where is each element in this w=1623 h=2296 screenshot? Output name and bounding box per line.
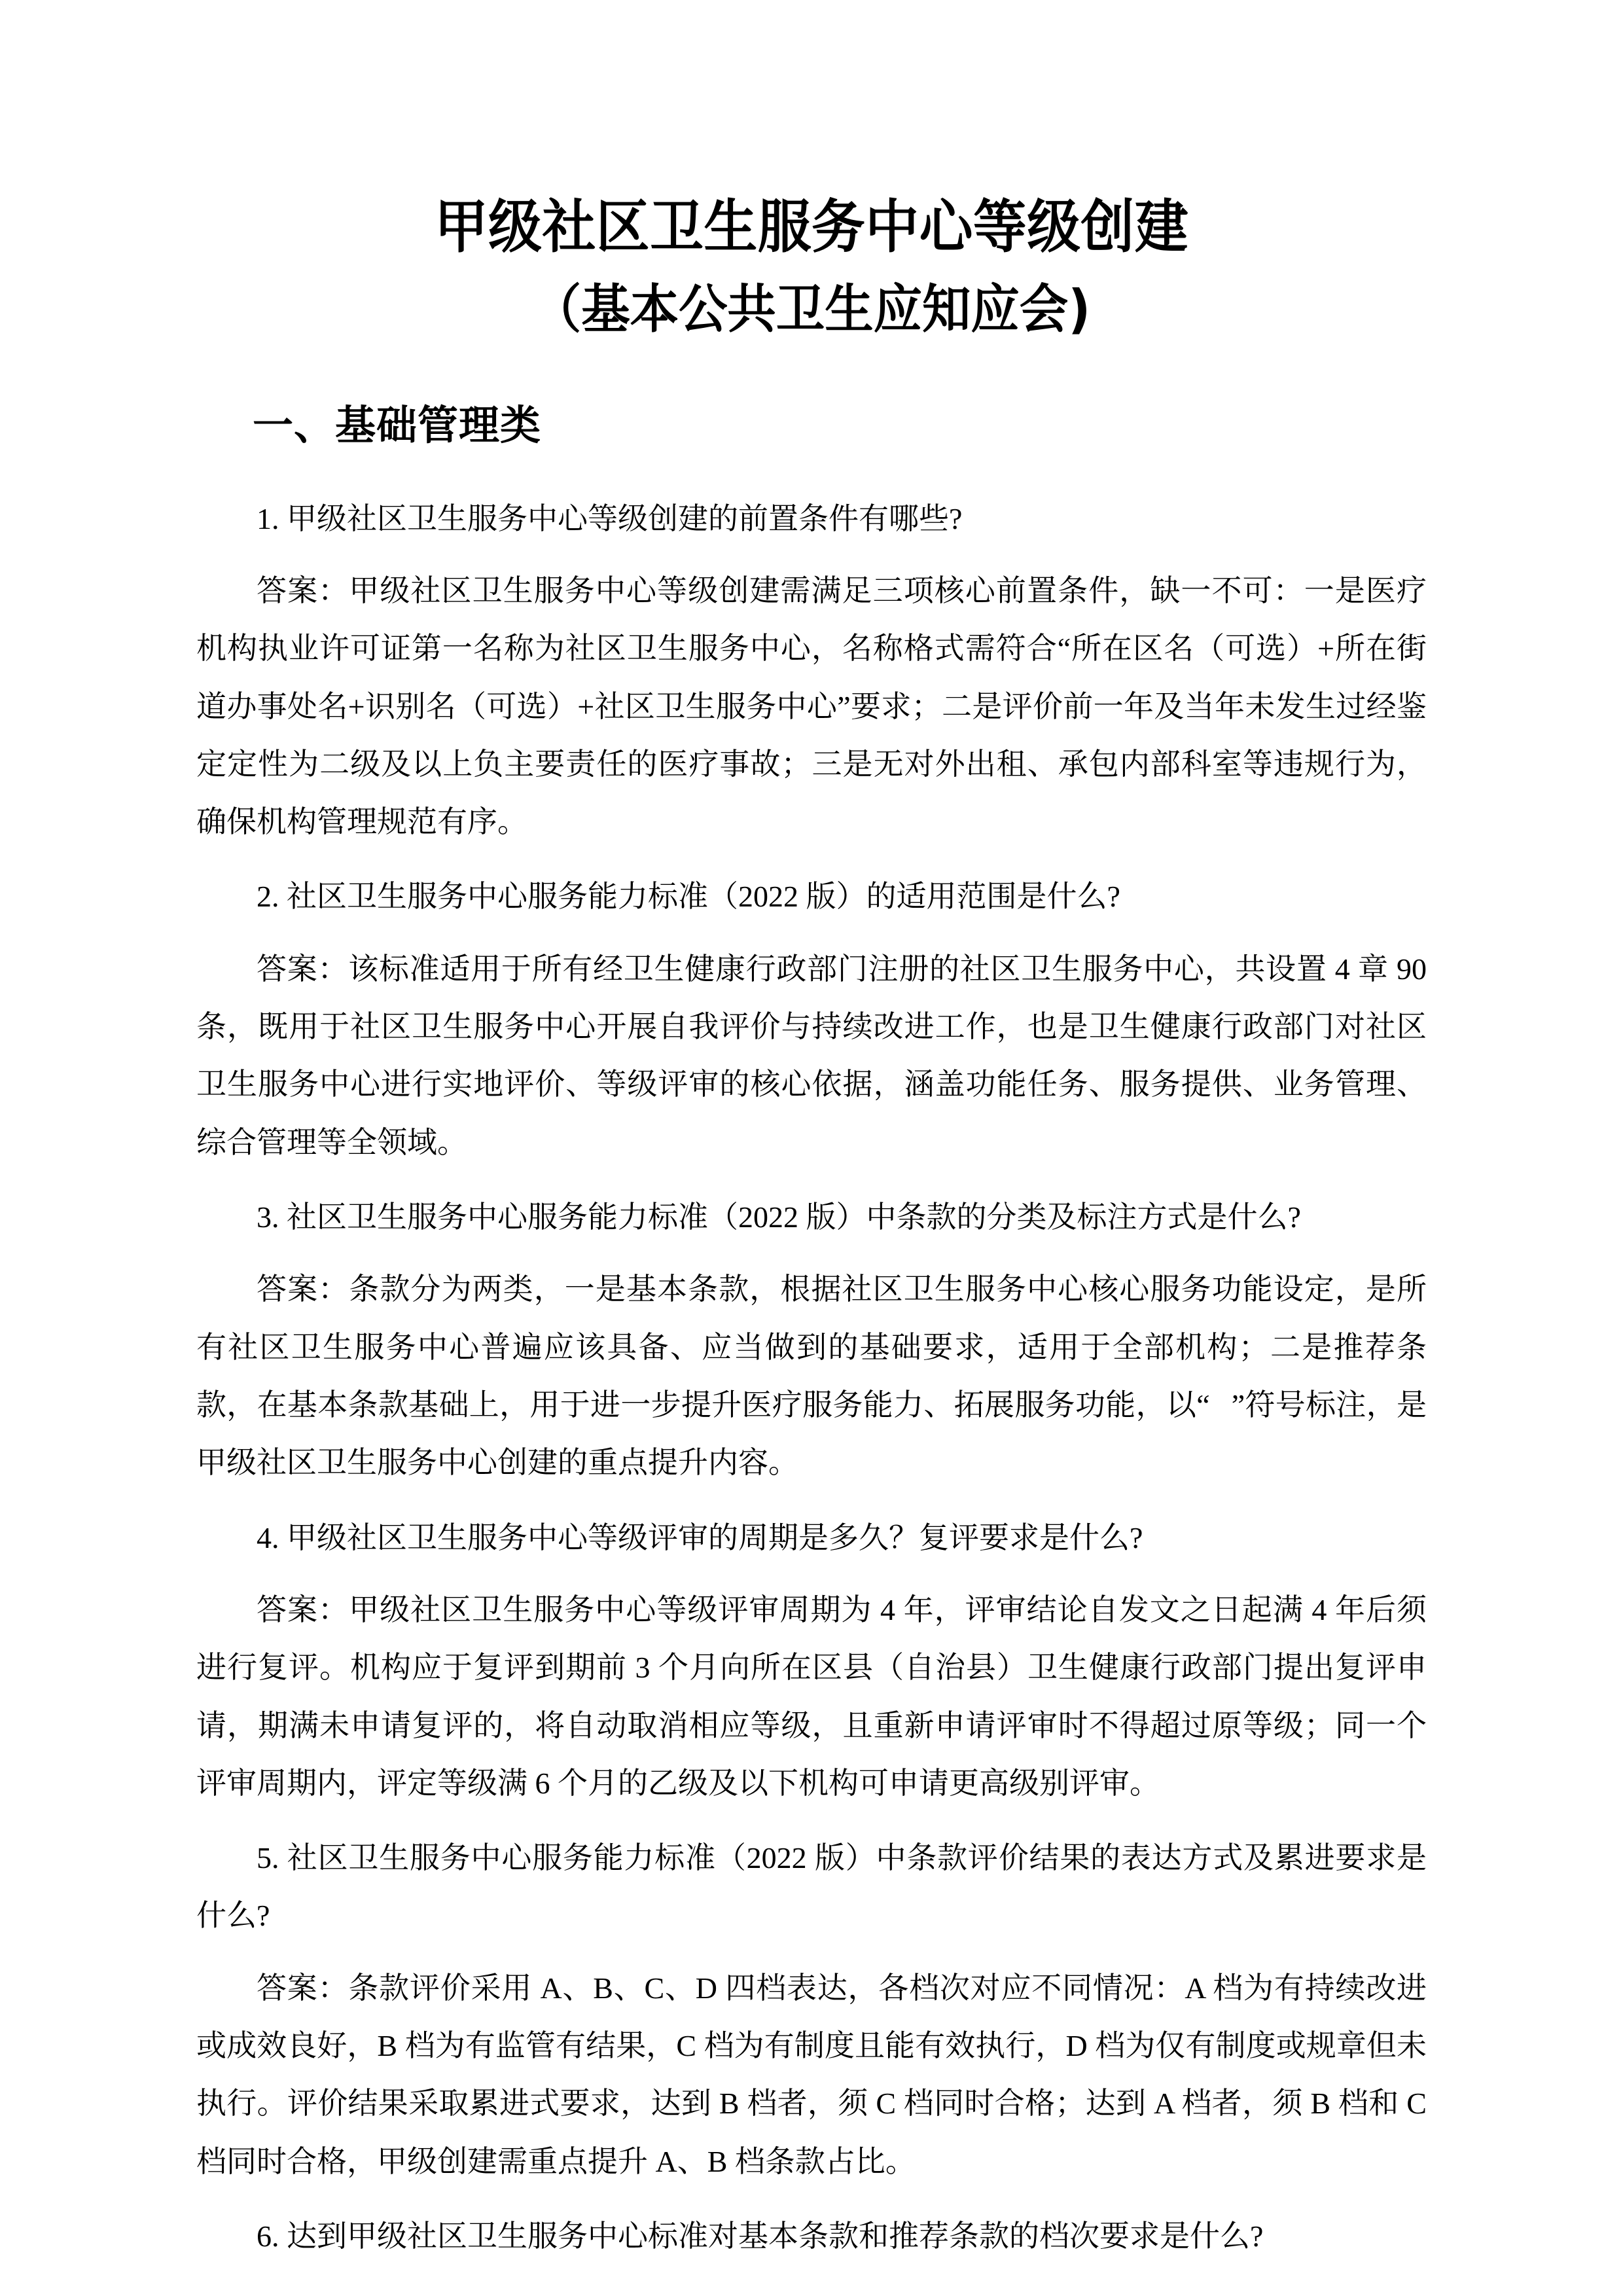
question-text-4: 4. 甲级社区卫生服务中心等级评审的周期是多久？复评要求是什么?	[257, 1520, 1143, 1554]
question-text-6: 6. 达到甲级社区卫生服务中心标准对基本条款和推荐条款的档次要求是什么?	[257, 2219, 1264, 2253]
answer-text-3-part2: ”符号标注，是甲级社区卫生服务中心创建的重点提升内容。	[196, 1388, 1427, 1480]
page-subtitle: （基本公共卫生应知应会)	[532, 279, 1091, 340]
qa-block-3	[196, 1189, 1427, 1492]
answer-text-1: 答案：甲级社区卫生服务中心等级创建需满足三项核心前置条件，缺一不可：一是医疗机构执业许可证第一名称为社区卫生服务中心，名称格式需符合“所在区名（可选）+所在街道办事处名+识别名（可选）+社区卫生服务中心”要求；二是评价前一年及当年未发生过经鉴定定性为二级及以上负主要责任的医疗事故；三是无对外出租、承包内部科室等违规行为，确保机构管理规范有序。	[196, 573, 1427, 839]
question-text-1: 1. 甲级社区卫生服务中心等级创建的前置条件有哪些?	[257, 501, 963, 535]
qa-block-5	[196, 1829, 1427, 2191]
qa-block-2	[196, 868, 1427, 1172]
question-text-2: 2. 社区卫生服务中心服务能力标准（2022 版）的适用范围是什么?	[257, 880, 1120, 914]
section-heading-basic-management: 一、基础管理类	[253, 401, 542, 449]
qa-block-6	[196, 2208, 1427, 2265]
answer-text-2: 答案：该标准适用于所有经卫生健康行政部门注册的社区卫生服务中心，共设置 4 章 90 条，既用于社区卫生服务中心开展自我评价与持续改进工作，也是卫生健康行政部门对社区卫生服务中心进行实地评价、等级评审的核心依据，涵盖功能任务、服务提供、业务管理、综合管理等全领域。	[196, 952, 1427, 1159]
qa-block-1	[196, 490, 1427, 852]
answer-text-3	[196, 1261, 1427, 1492]
question-text-5: 5. 社区卫生服务中心服务能力标准（2022 版）中条款评价结果的表达方式及累进要求是什么?	[196, 1841, 1427, 1933]
answer-text-4: 答案：甲级社区卫生服务中心等级评审周期为 4 年，评审结论自发文之日起满 4 年后须进行复评。机构应于复评到期前 3 个月向所在区县（自治县）卫生健康行政部门提出复评申请，期满未申请复评的，将自动取消相应等级，且重新申请评审时不得超过原等级；同一个评审周期内，评定等级满 6 个月的乙级及以下机构可申请更高级别评审。	[196, 1592, 1427, 1800]
question-text-3: 3. 社区卫生服务中心服务能力标准（2022 版）中条款的分类及标注方式是什么?	[257, 1200, 1301, 1234]
answer-text-3-part1: 答案：条款分为两类，一是基本条款，根据社区卫生服务中心核心服务功能设定，是所有社区卫生服务中心普遍应该具备、应当做到的基础要求，适用于全部机构；二是推荐条款，在基本条款基础上，用于进一步提升医疗服务能力、拓展服务功能，以“	[196, 1272, 1427, 1422]
qa-block-4	[196, 1509, 1427, 1813]
answer-text-5: 答案：条款评价采用 A、B、C、D 四档表达，各档次对应不同情况：A 档为有持续改进或成效良好，B 档为有监管有结果，C 档为有制度且能有效执行，D 档为仅有制度或规章但未执行。评价结果采取累进式要求，达到 B 档者，须 C 档同时合格；达到 A 档者，须 B 档和 C 档同时合格，甲级创建需重点提升 A、B 档条款占比。	[196, 1971, 1427, 2178]
page-title: 甲级社区卫生服务中心等级创建	[434, 193, 1189, 260]
qa-list	[196, 490, 1427, 2266]
